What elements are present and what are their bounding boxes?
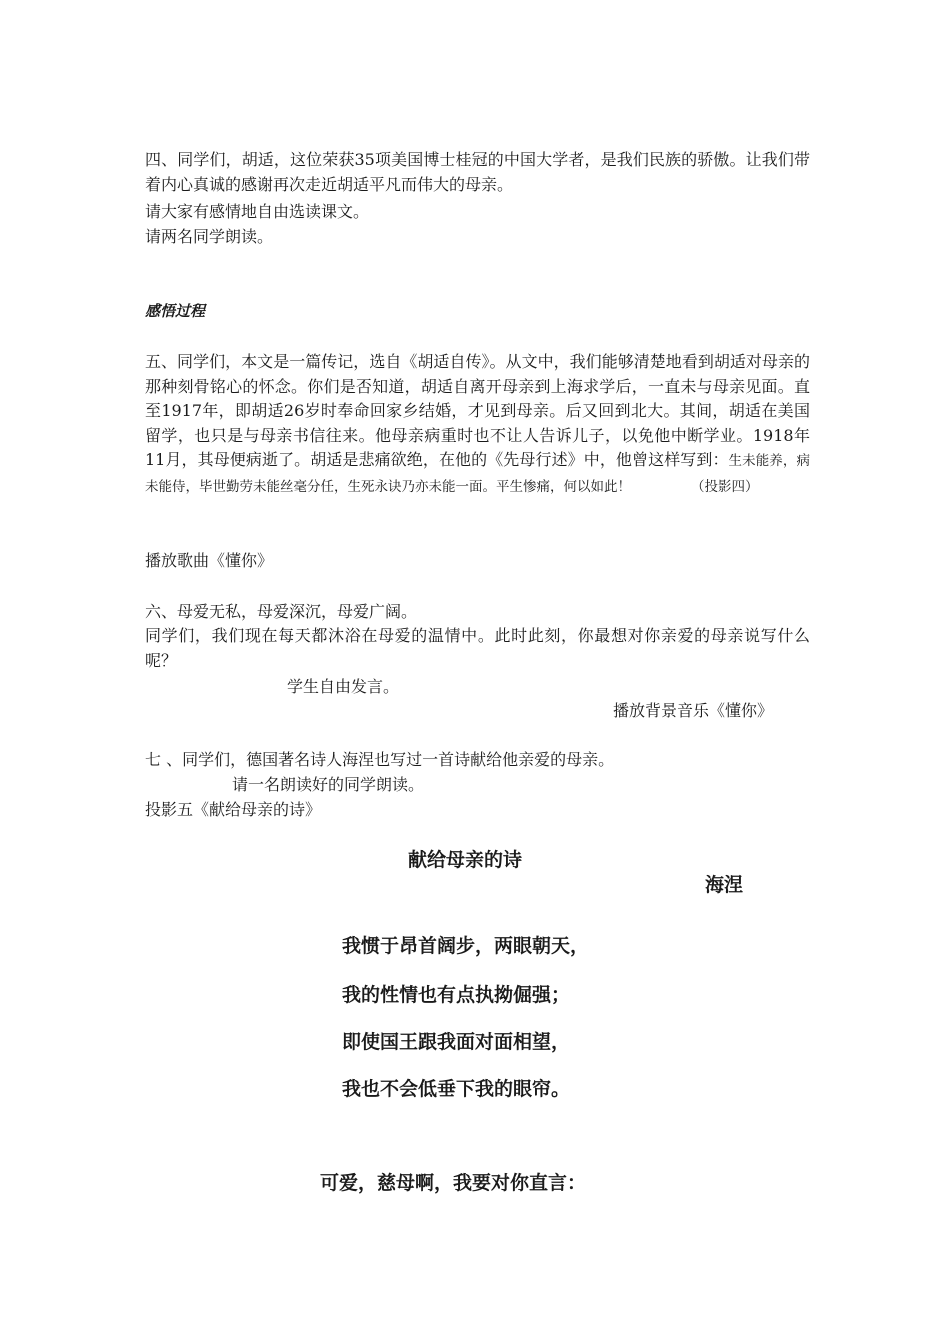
section6-paragraph: 同学们，我们现在每天都沐浴在母爱的温情中。此时此刻，你最想对你亲爱的母亲说写什么呢？ — [145, 626, 810, 670]
section4-two-students: 请两名同学朗读。 — [145, 227, 274, 246]
poem-line: 我的性情也有点执拗倔强； — [342, 984, 571, 1006]
section4-read-instruction: 请大家有感情地自由选读课文。 — [145, 202, 370, 221]
section4-paragraph: 四、同学们，胡适，这位荣获35项美国博士桂冠的中国大学者，是我们民族的骄傲。让我们带着内心真诚的感谢再次走近胡适平凡而伟大的母亲。 — [145, 150, 810, 194]
student-speech-instruction: 学生自由发言。 — [287, 677, 400, 696]
projection-label-4: （投影四） — [691, 478, 759, 495]
song-instruction: 播放歌曲《懂你》 — [145, 551, 274, 570]
section7-heading: 七 、同学们，德国著名诗人海涅也写过一首诗献给他亲爱的母亲。 — [145, 750, 615, 769]
poem-line: 可爱，慈母啊，我要对你直言： — [320, 1172, 587, 1194]
section-heading: 感悟过程 — [145, 302, 206, 320]
poem-title: 献给母亲的诗 — [408, 849, 523, 871]
poem-line: 即使国王跟我面对面相望， — [342, 1031, 571, 1053]
section5-paragraph — [145, 350, 810, 499]
projection-label-5: 投影五《献给母亲的诗》 — [145, 800, 322, 819]
section6-heading: 六、母爱无私，母爱深沉，母爱广阔。 — [145, 602, 418, 621]
section5-quote: 生未能养，病未能侍，毕世勤劳未能丝毫分任，生死永诀乃亦未能一面。平生惨痛，何以如此！ — [145, 453, 810, 495]
poem-line: 我也不会低垂下我的眼帘。 — [342, 1078, 571, 1100]
section5-main-text: 五、同学们，本文是一篇传记，选自《胡适自传》。从文中，我们能够清楚地看到胡适对母亲的那种刻骨铭心的怀念。你们是否知道，胡适自离开母亲到上海求学后，一直未与母亲见面。直至1917年，即胡适26岁时奉命回家乡结婚，才见到母亲。后又回到北大。其间，胡适在美国留学，也只是与母亲书信往来。他母亲病重时也不让人告诉儿子，以免他中断学业。1918年11月，其母便病逝了。胡适是悲痛欲绝，在他的《先母行述》中，他曾这样写到： — [145, 352, 810, 469]
poem-author: 海涅 — [705, 874, 744, 896]
poem-line: 我惯于昂首阔步，两眼朝天， — [342, 935, 590, 957]
section7-read-instruction: 请一名朗读好的同学朗读。 — [232, 775, 425, 794]
background-music-instruction: 播放背景音乐《懂你》 — [613, 701, 774, 720]
